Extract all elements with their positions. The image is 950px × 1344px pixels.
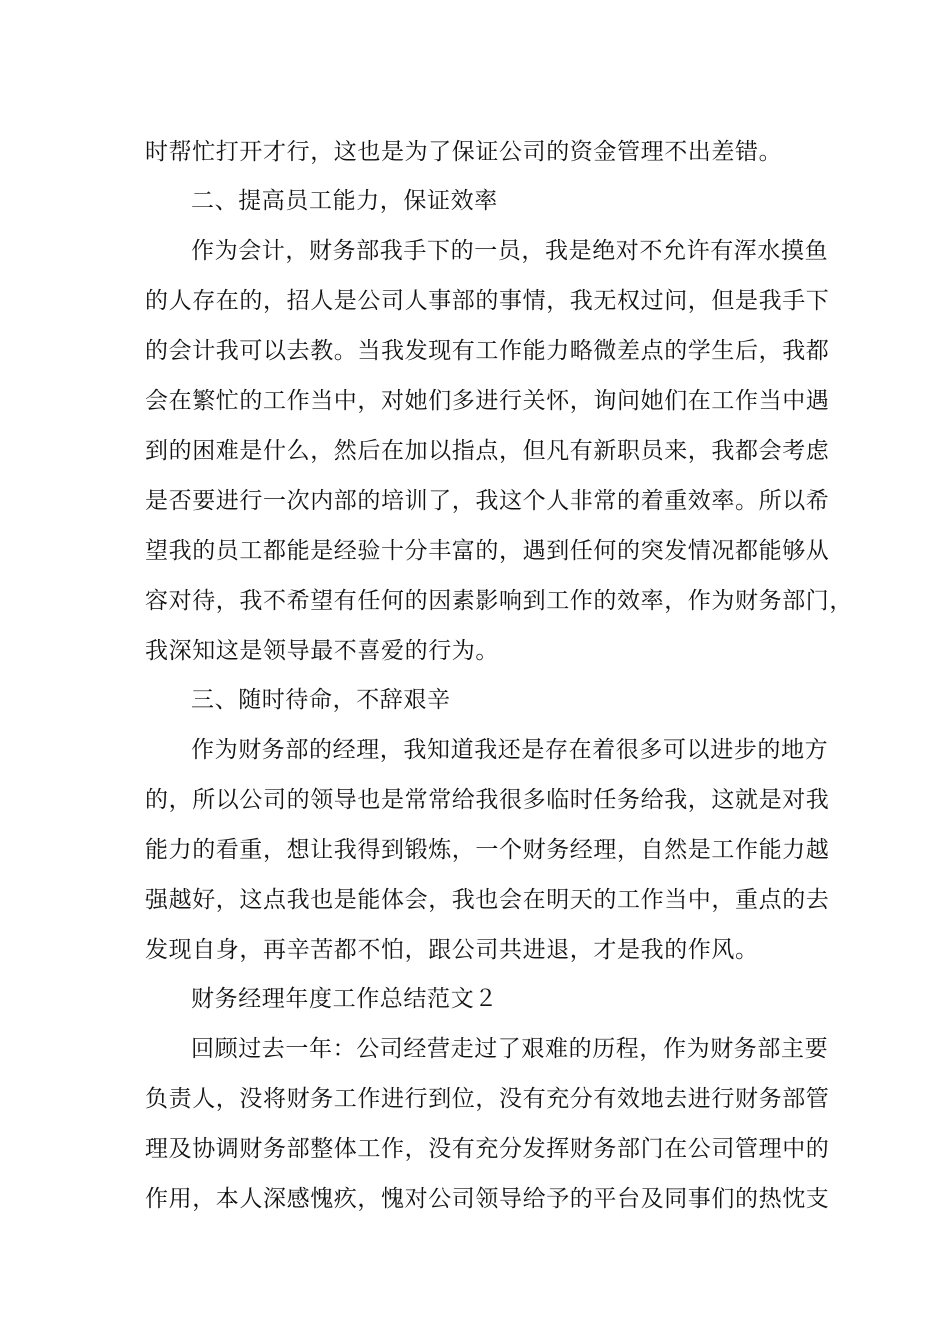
paragraph-line: 我深知这是领导最不喜爱的行为。 — [145, 638, 499, 664]
paragraph-line: 负责人，没将财务工作进行到位，没有充分有效地去进行财务部管 — [145, 1086, 830, 1112]
paragraph-line: 作为会计，财务部我手下的一员，我是绝对不允许有浑水摸鱼 — [191, 238, 829, 264]
article-title: 财务经理年度工作总结范文２ — [191, 986, 498, 1012]
paragraph-line: 容对待，我不希望有任何的因素影响到工作的效率，作为财务部门， — [145, 588, 853, 614]
paragraph-line: 的会计我可以去教。当我发现有工作能力略微差点的学生后，我都 — [145, 338, 830, 364]
paragraph-line: 到的困难是什么，然后在加以指点，但凡有新职员来，我都会考虑 — [145, 438, 830, 464]
section-heading: 二、提高员工能力，保证效率 — [191, 188, 498, 214]
paragraph-line: 望我的员工都能是经验十分丰富的，遇到任何的突发情况都能够从 — [145, 538, 830, 564]
paragraph-line: 发现自身，再辛苦都不怕，跟公司共进退，才是我的作风。 — [145, 937, 759, 963]
paragraph-line: 作为财务部的经理，我知道我还是存在着很多可以进步的地方 — [191, 737, 829, 763]
section-heading: 三、随时待命，不辞艰辛 — [191, 687, 451, 713]
paragraph-line: 会在繁忙的工作当中，对她们多进行关怀，询问她们在工作当中遇 — [145, 388, 830, 414]
paragraph-line: 的，所以公司的领导也是常常给我很多临时任务给我，这就是对我 — [145, 787, 830, 813]
paragraph-line: 时帮忙打开才行，这也是为了保证公司的资金管理不出差错。 — [145, 139, 783, 165]
paragraph-line: 能力的看重，想让我得到锻炼，一个财务经理，自然是工作能力越 — [145, 837, 830, 863]
paragraph-line: 的人存在的，招人是公司人事部的事情，我无权过问，但是我手下 — [145, 288, 830, 314]
paragraph-line: 回顾过去一年：公司经营走过了艰难的历程，作为财务部主要 — [191, 1036, 829, 1062]
paragraph-line: 强越好，这点我也是能体会，我也会在明天的工作当中，重点的去 — [145, 887, 830, 913]
paragraph-line: 理及协调财务部整体工作，没有充分发挥财务部门在公司管理中的 — [145, 1136, 830, 1162]
paragraph-line: 是否要进行一次内部的培训了，我这个人非常的着重效率。所以希 — [145, 488, 830, 514]
paragraph-line: 作用，本人深感愧疚，愧对公司领导给予的平台及同事们的热忱支 — [145, 1186, 830, 1212]
